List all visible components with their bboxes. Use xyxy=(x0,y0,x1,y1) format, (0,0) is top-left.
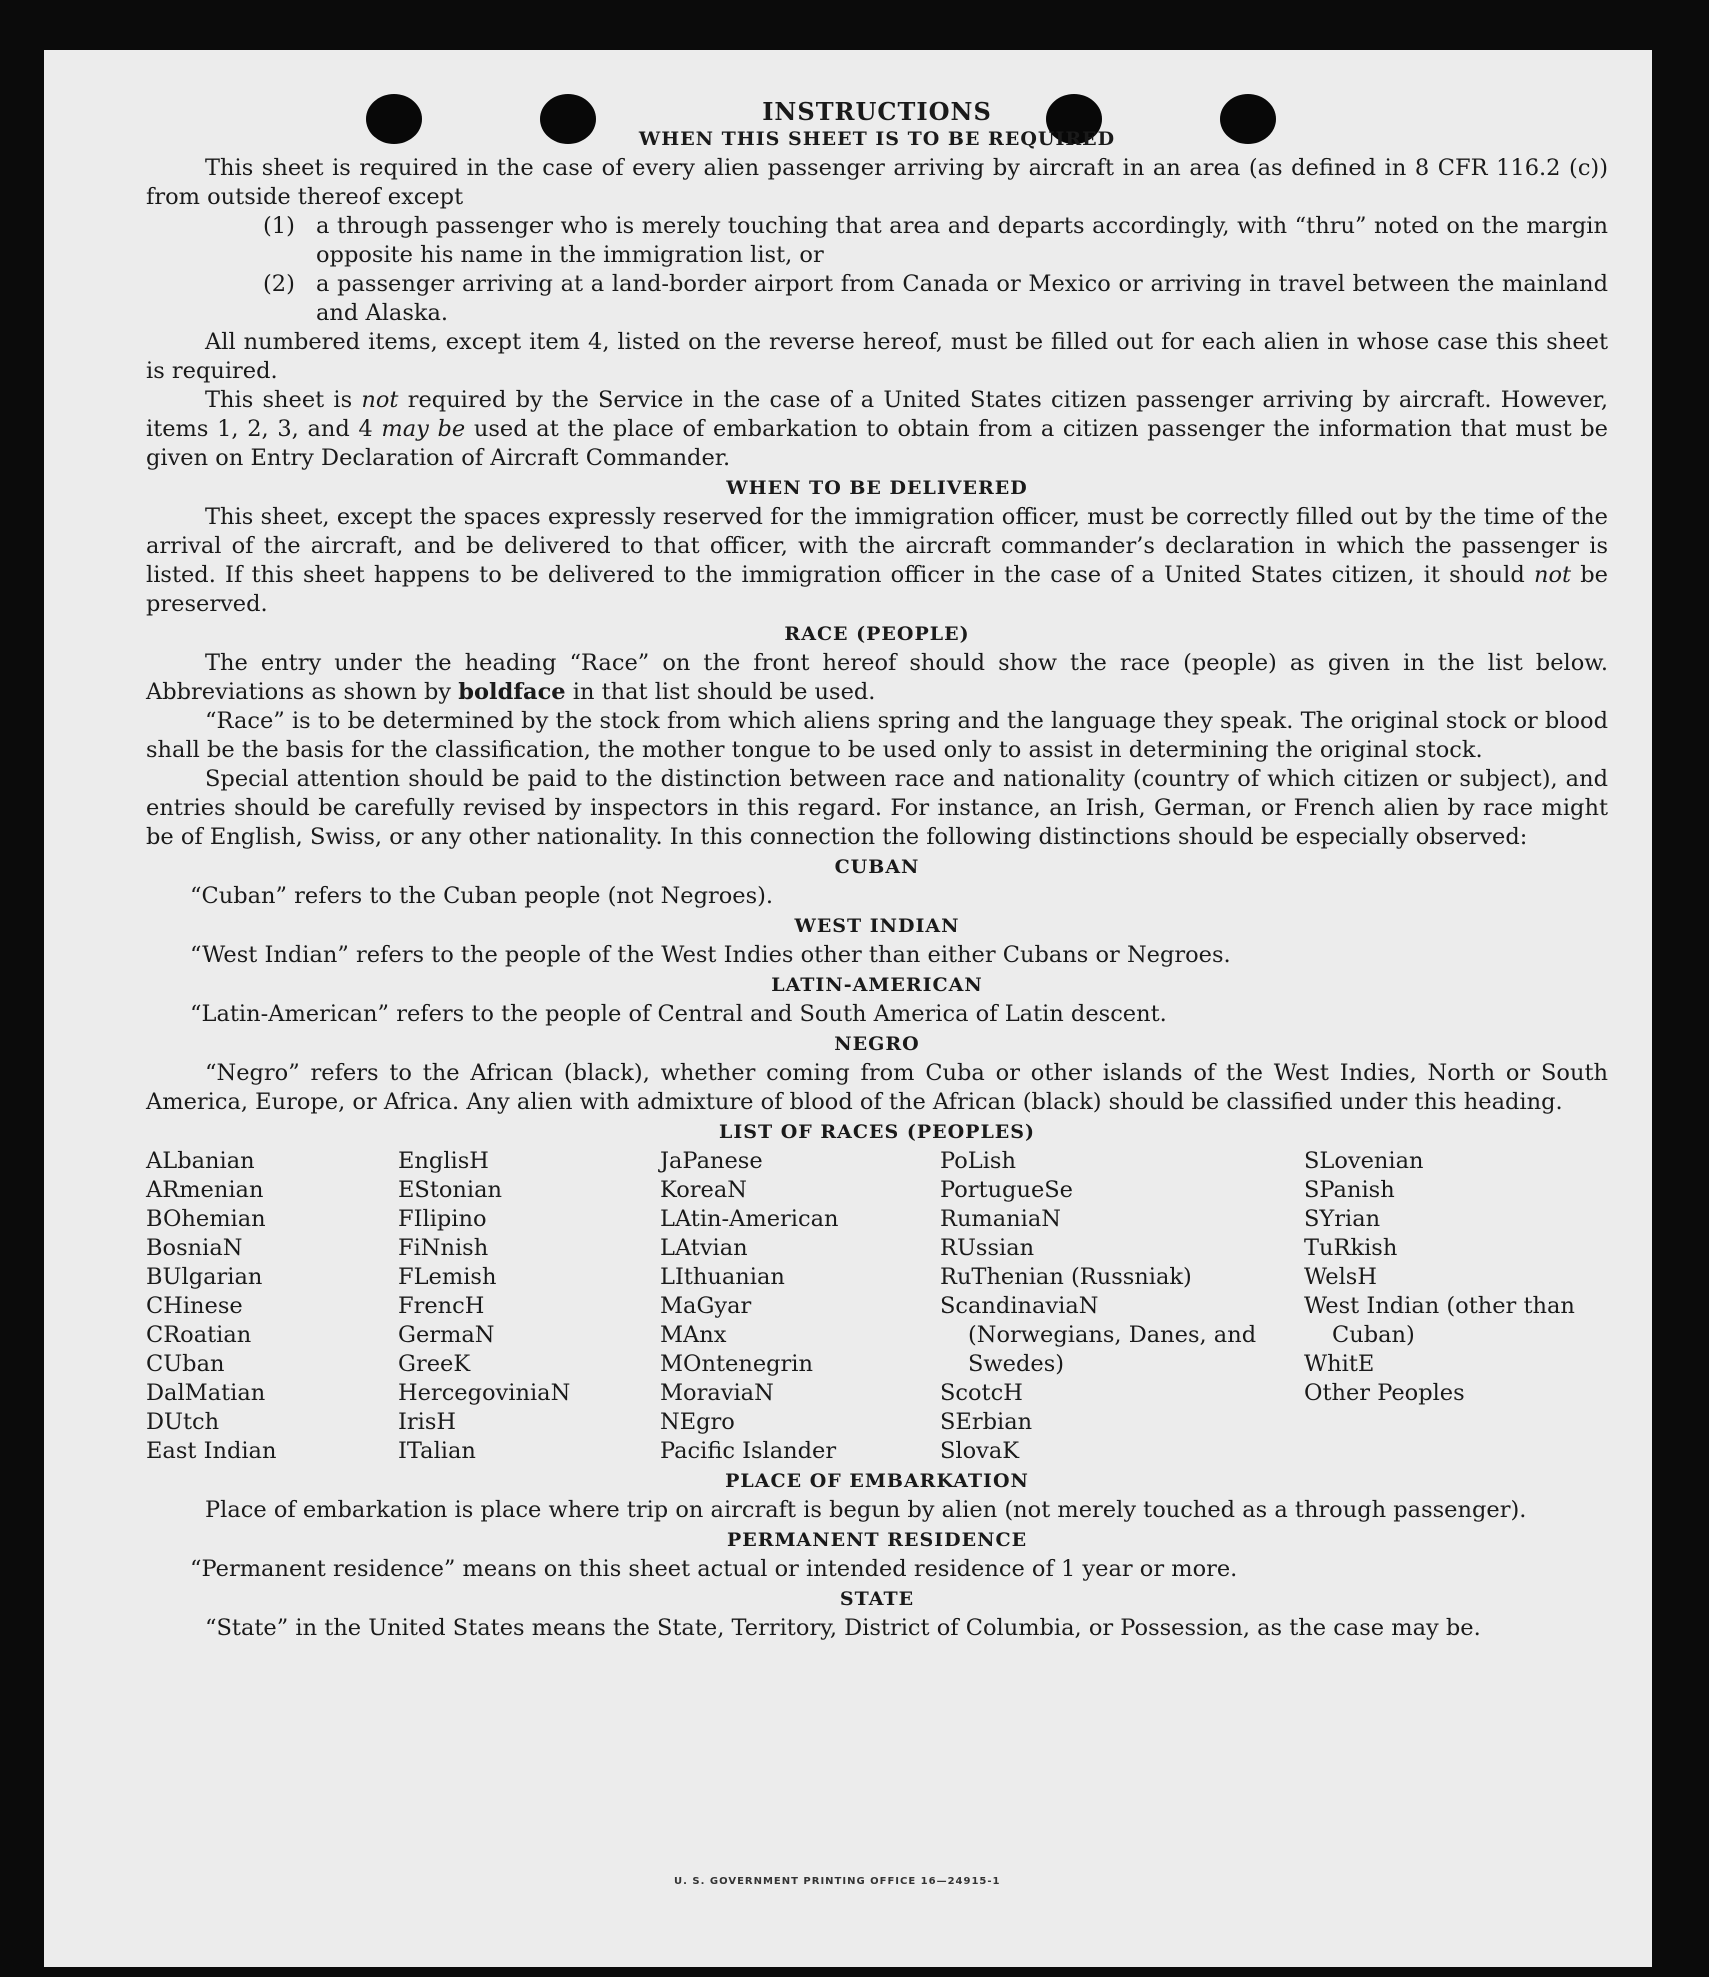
item-text: a through passenger who is merely touching that area and departs accordingly, with “thru” noted on the margin opposite his name in the immigration list, or xyxy=(316,213,1608,268)
race-entry: LIthuanian xyxy=(660,1264,785,1290)
race-entry: Other Peoples xyxy=(1304,1380,1465,1406)
race-entry: MoraviaN xyxy=(660,1380,774,1406)
paragraph: “Race” is to be determined by the stock from which aliens spring and the language they speak. The original stock or blood shall be the basis for the classification, the mother tongue to be used only to assist in determining the original stock. xyxy=(146,708,1608,763)
race-entry: DalMatian xyxy=(146,1380,266,1406)
paragraph: “West Indian” refers to the people of the West Indies other than either Cubans or Negroes. xyxy=(190,942,1231,968)
bold-text: boldface xyxy=(458,679,566,705)
race-list xyxy=(146,1147,1608,1466)
race-entry: BOhemian xyxy=(146,1206,266,1232)
race-entry: FiNnish xyxy=(398,1235,489,1261)
race-entry: BUlgarian xyxy=(146,1264,263,1290)
race-entry: SlovaK xyxy=(940,1438,1020,1464)
race-entry: ALbanian xyxy=(146,1148,255,1174)
paragraph: Special attention should be paid to the distinction between race and nationality (country of which citizen or subject), and entries should be carefully revised by inspectors in this regard. For instance, an Irish, German, or French alien by race might be of English, Swiss, or any other nationality. In this connection the following distinctions should be especially observed: xyxy=(146,766,1608,850)
list-item xyxy=(146,270,1608,328)
race-entry: NEgro xyxy=(660,1409,735,1435)
race-entry: MaGyar xyxy=(660,1293,752,1319)
race-entry: GreeK xyxy=(398,1351,471,1377)
race-entry: FIlipino xyxy=(398,1206,487,1232)
race-entry: EnglisH xyxy=(398,1148,489,1174)
section-heading: NEGRO xyxy=(834,1033,920,1055)
race-entry: ScotcH xyxy=(940,1380,1023,1406)
race-column xyxy=(398,1147,660,1466)
race-entry: SPanish xyxy=(1304,1177,1395,1203)
race-entry: JaPanese xyxy=(660,1148,763,1174)
document-sheet xyxy=(44,50,1652,1967)
race-entry: MOntenegrin xyxy=(660,1351,813,1377)
race-entry: KoreaN xyxy=(660,1177,747,1203)
paragraph xyxy=(146,386,1608,473)
italic-text: may be xyxy=(381,416,466,442)
race-entry: RUssian xyxy=(940,1235,1035,1261)
paragraph: Place of embarkation is place where trip on aircraft is begun by alien (not merely touched as a through passenger). xyxy=(205,1497,1527,1523)
race-entry: LAtvian xyxy=(660,1235,748,1261)
race-column xyxy=(940,1147,1304,1466)
paragraph xyxy=(146,503,1608,619)
printer-imprint: U. S. GOVERNMENT PRINTING OFFICE 16—24915-1 xyxy=(674,1876,1001,1887)
race-entry: SLovenian xyxy=(1304,1148,1424,1174)
item-number: (1) xyxy=(263,213,295,239)
italic-text: not xyxy=(1533,562,1572,588)
section-heading: LATIN-AMERICAN xyxy=(771,974,983,996)
page-title: INSTRUCTIONS xyxy=(762,97,992,126)
race-column xyxy=(146,1147,398,1466)
race-entry: GermaN xyxy=(398,1322,495,1348)
race-entry: PortugueSe xyxy=(940,1177,1074,1203)
italic-text: not xyxy=(361,387,399,413)
race-entry: CUban xyxy=(146,1351,225,1377)
race-entry: Pacific Islander xyxy=(660,1438,837,1464)
section-heading: CUBAN xyxy=(834,856,920,878)
race-column xyxy=(660,1147,940,1466)
text-run: be preserved. xyxy=(146,562,1608,617)
section-heading: WHEN THIS SHEET IS TO BE REQUIRED xyxy=(638,128,1116,150)
race-entry: DUtch xyxy=(146,1409,220,1435)
race-entry: CHinese xyxy=(146,1293,243,1319)
paragraph: “Latin-American” refers to the people of Central and South America of Latin descent. xyxy=(190,1001,1167,1027)
item-number: (2) xyxy=(263,271,295,297)
race-entry: HercegoviniaN xyxy=(398,1380,571,1406)
race-entry: ScandinaviaN (Norwegians, Danes, and Swedes) xyxy=(940,1293,1257,1377)
race-entry: BosniaN xyxy=(146,1235,243,1261)
race-entry: ITalian xyxy=(398,1438,476,1464)
section-heading: STATE xyxy=(839,1588,915,1610)
race-entry: LAtin-American xyxy=(660,1206,839,1232)
text-run: in that list should be used. xyxy=(565,679,876,705)
race-entry: FrencH xyxy=(398,1293,485,1319)
instructions-content xyxy=(146,97,1608,1643)
race-column xyxy=(1304,1147,1594,1466)
race-entry: SYrian xyxy=(1304,1206,1381,1232)
item-text: a passenger arriving at a land-border airport from Canada or Mexico or arriving in travel between the mainland and Alaska. xyxy=(316,271,1608,326)
race-entry: FLemish xyxy=(398,1264,497,1290)
paragraph: This sheet is required in the case of every alien passenger arriving by aircraft in an area (as defined in 8 CFR 116.2 (c)) from outside thereof except xyxy=(146,155,1608,210)
text-run: required by the Service in the case of a United States citizen passenger arriving by aircraft. However, items 1, 2, 3, and 4 xyxy=(146,387,1608,442)
text-run: used at the place of embarkation to obtain from a citizen passenger the information that must be given on Entry Declaration of Aircraft Commander. xyxy=(146,416,1609,471)
paragraph: “State” in the United States means the State, Territory, District of Columbia, or Possession, as the case may be. xyxy=(205,1615,1481,1641)
race-entry: MAnx xyxy=(660,1322,727,1348)
race-entry: West Indian (other than Cuban) xyxy=(1304,1293,1575,1348)
race-entry: RumaniaN xyxy=(940,1206,1061,1232)
section-heading: PLACE OF EMBARKATION xyxy=(725,1470,1029,1492)
race-entry: WhitE xyxy=(1304,1351,1375,1377)
race-entry: PoLish xyxy=(940,1148,1016,1174)
race-entry: IrisH xyxy=(398,1409,457,1435)
race-entry: EStonian xyxy=(398,1177,503,1203)
race-entry: TuRkish xyxy=(1304,1235,1398,1261)
section-heading: WHEN TO BE DELIVERED xyxy=(726,477,1028,499)
text-run: This sheet, except the spaces expressly reserved for the immigration officer, must be correctly filled out by the time of the arrival of the aircraft, and be delivered to that officer, with the aircraft commander’s declaration in which the passenger is listed. If this sheet happens to be delivered to the immigration officer in the case of a United States citizen, it should xyxy=(146,504,1608,588)
race-entry: ARmenian xyxy=(146,1177,264,1203)
race-entry: CRoatian xyxy=(146,1322,252,1348)
paragraph: “Permanent residence” means on this sheet actual or intended residence of 1 year or more. xyxy=(190,1556,1238,1582)
race-entry: RuThenian (Russniak) xyxy=(940,1264,1192,1290)
section-heading: WEST INDIAN xyxy=(794,915,960,937)
paragraph: All numbered items, except item 4, listed on the reverse hereof, must be filled out for each alien in whose case this sheet is required. xyxy=(146,329,1608,384)
race-entry: WelsH xyxy=(1304,1264,1377,1290)
section-heading: LIST OF RACES (PEOPLES) xyxy=(719,1121,1035,1143)
list-item xyxy=(146,212,1608,270)
race-entry: SErbian xyxy=(940,1409,1033,1435)
section-heading: PERMANENT RESIDENCE xyxy=(726,1529,1028,1551)
paragraph: “Negro” refers to the African (black), whether coming from Cuba or other islands of the West Indies, North or South America, Europe, or Africa. Any alien with admixture of blood of the African (black) should be classified under this heading. xyxy=(146,1060,1608,1115)
text-run: The entry under the heading “Race” on the front hereof should show the race (people) as given in the list below. Abbreviations as shown by xyxy=(146,650,1608,705)
race-entry: East Indian xyxy=(146,1438,277,1464)
paragraph xyxy=(146,649,1608,707)
paragraph: “Cuban” refers to the Cuban people (not Negroes). xyxy=(190,883,774,909)
section-heading: RACE (PEOPLE) xyxy=(784,623,970,645)
text-run: This sheet is xyxy=(205,387,362,413)
